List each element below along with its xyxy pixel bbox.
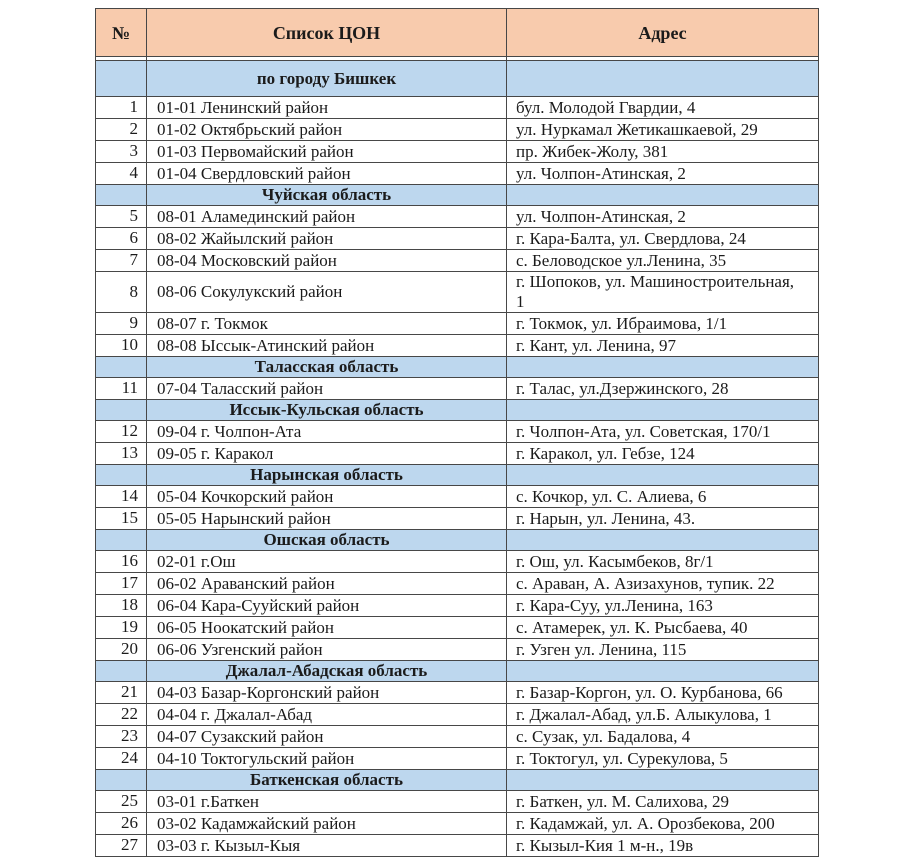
con-address: г. Нарын, ул. Ленина, 43. <box>507 508 819 530</box>
table-row <box>96 748 819 770</box>
con-address: г. Ош, ул. Касымбеков, 8г/1 <box>507 551 819 573</box>
table-row <box>96 639 819 661</box>
section-title: Ошская область <box>147 530 507 551</box>
table-row <box>96 272 819 313</box>
section-number-cell <box>96 357 147 378</box>
table-row <box>96 378 819 400</box>
section-address-cell <box>507 661 819 682</box>
table-row <box>96 313 819 335</box>
table-row <box>96 573 819 595</box>
con-name: 03-02 Кадамжайский район <box>147 813 507 835</box>
table-row <box>96 551 819 573</box>
con-address: г. Каракол, ул. Гебзе, 124 <box>507 443 819 465</box>
section-row <box>96 185 819 206</box>
con-name: 01-03 Первомайский район <box>147 141 507 163</box>
con-name: 06-02 Араванский район <box>147 573 507 595</box>
row-number: 24 <box>96 748 147 770</box>
section-address-cell <box>507 465 819 486</box>
con-name: 04-07 Сузакский район <box>147 726 507 748</box>
con-name: 06-04 Кара-Сууйский район <box>147 595 507 617</box>
table-row <box>96 595 819 617</box>
con-address: ул. Нуркамал Жетикашкаевой, 29 <box>507 119 819 141</box>
section-title: Чуйская область <box>147 185 507 206</box>
section-title: Джалал-Абадская область <box>147 661 507 682</box>
table-row <box>96 508 819 530</box>
con-name: 06-05 Ноокатский район <box>147 617 507 639</box>
table-header-row <box>96 9 819 57</box>
section-number-cell <box>96 61 147 97</box>
con-name: 01-02 Октябрьский район <box>147 119 507 141</box>
con-address: ул. Чолпон-Атинская, 2 <box>507 206 819 228</box>
con-name: 08-04 Московский район <box>147 250 507 272</box>
con-address: г. Кара-Балта, ул. Свердлова, 24 <box>507 228 819 250</box>
table-row <box>96 335 819 357</box>
section-number-cell <box>96 530 147 551</box>
table-row <box>96 791 819 813</box>
row-number: 26 <box>96 813 147 835</box>
section-title: Иссык-Кульская область <box>147 400 507 421</box>
section-title: Баткенская область <box>147 770 507 791</box>
row-number: 6 <box>96 228 147 250</box>
table-row <box>96 682 819 704</box>
table-row <box>96 835 819 857</box>
row-number: 5 <box>96 206 147 228</box>
row-number: 23 <box>96 726 147 748</box>
table-row <box>96 813 819 835</box>
con-address: пр. Жибек-Жолу, 381 <box>507 141 819 163</box>
con-name: 09-05 г. Каракол <box>147 443 507 465</box>
row-number: 8 <box>96 272 147 313</box>
con-name: 07-04 Таласский район <box>147 378 507 400</box>
con-name: 06-06 Узгенский район <box>147 639 507 661</box>
section-number-cell <box>96 770 147 791</box>
con-address: г. Баткен, ул. М. Салихова, 29 <box>507 791 819 813</box>
row-number: 1 <box>96 97 147 119</box>
table-row <box>96 119 819 141</box>
section-row <box>96 61 819 97</box>
con-address: г. Талас, ул.Дзержинского, 28 <box>507 378 819 400</box>
section-row <box>96 465 819 486</box>
row-number: 15 <box>96 508 147 530</box>
section-address-cell <box>507 357 819 378</box>
con-address: г. Кант, ул. Ленина, 97 <box>507 335 819 357</box>
con-name: 04-03 Базар-Коргонский район <box>147 682 507 704</box>
section-address-cell <box>507 61 819 97</box>
con-name: 08-01 Аламединский район <box>147 206 507 228</box>
table-row <box>96 421 819 443</box>
con-name: 04-04 г. Джалал-Абад <box>147 704 507 726</box>
row-number: 22 <box>96 704 147 726</box>
con-address: г. Кызыл-Кия 1 м-н., 19в <box>507 835 819 857</box>
con-name: 09-04 г. Чолпон-Ата <box>147 421 507 443</box>
section-address-cell <box>507 530 819 551</box>
table-row <box>96 250 819 272</box>
con-name: 08-07 г. Токмок <box>147 313 507 335</box>
row-number: 4 <box>96 163 147 185</box>
con-name: 05-05 Нарынский район <box>147 508 507 530</box>
con-address: г. Шопоков, ул. Машиностроительная, 1 <box>507 272 819 313</box>
column-header-number: № <box>96 9 147 57</box>
table-row <box>96 163 819 185</box>
con-address: с. Беловодское ул.Ленина, 35 <box>507 250 819 272</box>
con-address: с. Араван, А. Азизахунов, тупик. 22 <box>507 573 819 595</box>
section-address-cell <box>507 185 819 206</box>
section-row <box>96 661 819 682</box>
con-address: с. Атамерек, ул. К. Рысбаева, 40 <box>507 617 819 639</box>
row-number: 19 <box>96 617 147 639</box>
con-address: г. Токмок, ул. Ибраимова, 1/1 <box>507 313 819 335</box>
table-row <box>96 206 819 228</box>
row-number: 2 <box>96 119 147 141</box>
section-row <box>96 770 819 791</box>
table-row <box>96 443 819 465</box>
section-number-cell <box>96 185 147 206</box>
con-address: г. Токтогул, ул. Сурекулова, 5 <box>507 748 819 770</box>
con-name: 08-02 Жайылский район <box>147 228 507 250</box>
section-row <box>96 530 819 551</box>
row-number: 25 <box>96 791 147 813</box>
row-number: 27 <box>96 835 147 857</box>
con-address: г. Кадамжай, ул. А. Орозбекова, 200 <box>507 813 819 835</box>
row-number: 13 <box>96 443 147 465</box>
section-title: по городу Бишкек <box>147 61 507 97</box>
section-number-cell <box>96 661 147 682</box>
row-number: 10 <box>96 335 147 357</box>
con-list-table <box>95 8 819 857</box>
section-title: Таласская область <box>147 357 507 378</box>
con-name: 08-08 Ыссык-Атинский район <box>147 335 507 357</box>
column-header-address: Адрес <box>507 9 819 57</box>
row-number: 12 <box>96 421 147 443</box>
row-number: 9 <box>96 313 147 335</box>
row-number: 16 <box>96 551 147 573</box>
con-address: г. Базар-Коргон, ул. О. Курбанова, 66 <box>507 682 819 704</box>
table-row <box>96 617 819 639</box>
con-name: 04-10 Токтогульский район <box>147 748 507 770</box>
table-body <box>96 61 819 857</box>
row-number: 21 <box>96 682 147 704</box>
con-address: г. Кара-Суу, ул.Ленина, 163 <box>507 595 819 617</box>
con-name: 03-01 г.Баткен <box>147 791 507 813</box>
table-row <box>96 704 819 726</box>
table-row <box>96 97 819 119</box>
section-address-cell <box>507 770 819 791</box>
con-address: с. Кочкор, ул. С. Алиева, 6 <box>507 486 819 508</box>
section-row <box>96 400 819 421</box>
con-name: 03-03 г. Кызыл-Кыя <box>147 835 507 857</box>
con-name: 01-04 Свердловский район <box>147 163 507 185</box>
column-header-list: Список ЦОН <box>147 9 507 57</box>
con-address: бул. Молодой Гвардии, 4 <box>507 97 819 119</box>
section-number-cell <box>96 465 147 486</box>
row-number: 7 <box>96 250 147 272</box>
table-row <box>96 726 819 748</box>
con-address: ул. Чолпон-Атинская, 2 <box>507 163 819 185</box>
row-number: 20 <box>96 639 147 661</box>
section-number-cell <box>96 400 147 421</box>
con-name: 01-01 Ленинский район <box>147 97 507 119</box>
con-address: г. Узген ул. Ленина, 115 <box>507 639 819 661</box>
row-number: 14 <box>96 486 147 508</box>
row-number: 17 <box>96 573 147 595</box>
table-row <box>96 486 819 508</box>
con-name: 05-04 Кочкорский район <box>147 486 507 508</box>
table-row <box>96 141 819 163</box>
row-number: 3 <box>96 141 147 163</box>
con-address: г. Чолпон-Ата, ул. Советская, 170/1 <box>507 421 819 443</box>
section-title: Нарынская область <box>147 465 507 486</box>
table-row <box>96 228 819 250</box>
con-name: 08-06 Сокулукский район <box>147 272 507 313</box>
con-name: 02-01 г.Ош <box>147 551 507 573</box>
section-address-cell <box>507 400 819 421</box>
section-row <box>96 357 819 378</box>
con-address: г. Джалал-Абад, ул.Б. Алыкулова, 1 <box>507 704 819 726</box>
row-number: 11 <box>96 378 147 400</box>
row-number: 18 <box>96 595 147 617</box>
con-address: с. Сузак, ул. Бадалова, 4 <box>507 726 819 748</box>
